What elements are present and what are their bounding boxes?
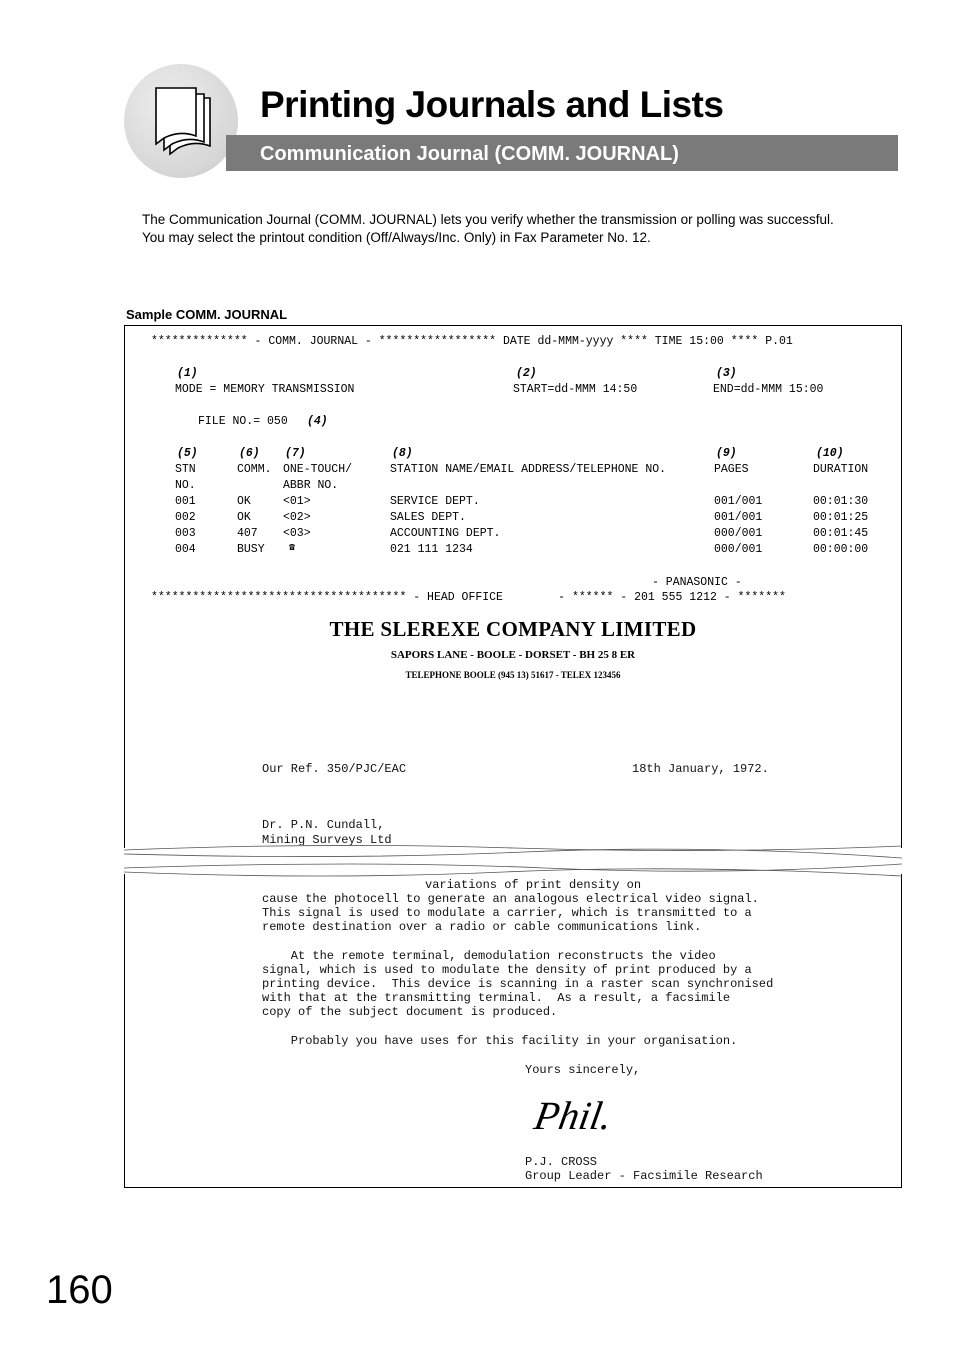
journal-start: START=dd-MMM 14:50: [513, 383, 638, 396]
page-title: Printing Journals and Lists: [260, 84, 724, 125]
row-comm: 407: [237, 527, 258, 540]
company-phone: TELEPHONE BOOLE (945 13) 51617 - TELEX 123456: [405, 670, 621, 680]
row-stn: 001: [175, 495, 196, 508]
col-header-duration: DURATION: [813, 463, 869, 476]
company-name: THE SLEREXE COMPANY LIMITED: [329, 617, 697, 641]
letter-partial-clipped: [255, 878, 755, 891]
col-header-no: NO.: [175, 479, 196, 492]
intro-line-2: You may select the printout condition (Off/Always/Inc. Only) in Fax Parameter No. 12.: [142, 230, 651, 245]
col-ref-7: (7): [285, 447, 306, 460]
col-header-pages: PAGES: [714, 463, 749, 476]
row-pages: 000/001: [714, 527, 763, 540]
col-ref-9: (9): [716, 447, 737, 460]
letter-body-1: cause the photocell to generate an analogous electrical video signal.: [262, 892, 759, 906]
page-number: 160: [46, 1268, 113, 1312]
company-address: SAPORS LANE - BOOLE - DORSET - BH 25 8 ER: [390, 649, 636, 661]
row-stn: 004: [175, 543, 196, 556]
journal-footer-line: ************************************* - HEAD OFFICE - ****** - 201 555 1212 - *******: [151, 591, 786, 604]
row-name: SALES DEPT.: [390, 511, 466, 524]
col-header-stn: STN: [175, 463, 196, 476]
row-duration: 00:00:00: [813, 543, 869, 556]
row-stn: 002: [175, 511, 196, 524]
letter-body-6: printing device. This device is scanning in a raster scan synchronised: [262, 977, 774, 991]
row-duration: 00:01:25: [813, 511, 869, 524]
signer-title: Group Leader - Facsimile Research: [525, 1169, 763, 1183]
row-name: SERVICE DEPT.: [390, 495, 480, 508]
row-pages: 000/001: [714, 543, 763, 556]
row-name: 021 111 1234: [390, 543, 473, 556]
signature: Phil.: [531, 1093, 616, 1138]
intro-line-1: The Communication Journal (COMM. JOURNAL) lets you verify whether the transmission or polling was successful.: [142, 212, 834, 227]
journal-end: END=dd-MMM 15:00: [713, 383, 824, 396]
row-duration: 00:01:30: [813, 495, 869, 508]
row-comm: OK: [237, 511, 251, 524]
col-header-comm: COMM.: [237, 463, 272, 476]
col-ref-8: (8): [392, 447, 413, 460]
ref-4: (4): [307, 415, 328, 428]
letter-body-9: Probably you have uses for this facility in your organisation.: [262, 1034, 738, 1048]
telephone-icon: ☎: [289, 543, 296, 554]
ref-2: (2): [516, 367, 537, 380]
journal-header-line: ************** - COMM. JOURNAL - ***************** DATE dd-MMM-yyyy **** TIME 15:00 **** P.01: [151, 335, 793, 348]
chapter-badge: [124, 64, 238, 178]
ref-3: (3): [716, 367, 737, 380]
section-subtitle: Communication Journal (COMM. JOURNAL): [260, 143, 679, 165]
row-name: ACCOUNTING DEPT.: [390, 527, 501, 540]
ref-1: (1): [177, 367, 198, 380]
letter-body-3: remote destination over a radio or cable communications link.: [262, 920, 702, 934]
letter-date: 18th January, 1972.: [632, 762, 769, 776]
row-abbr: <01>: [283, 495, 311, 508]
col-header-station: STATION NAME/EMAIL ADDRESS/TELEPHONE NO.: [390, 463, 667, 476]
letter-body-7: with that at the transmitting terminal. As a result, a facsimile: [262, 991, 731, 1005]
letter-body-4: At the remote terminal, demodulation reconstructs the video: [262, 949, 716, 963]
letter-closing: Yours sincerely,: [525, 1063, 641, 1077]
row-pages: 001/001: [714, 495, 763, 508]
letter-body-partial: variations of print density on: [425, 878, 642, 891]
col-ref-10: (10): [816, 447, 844, 460]
journal-footer-brand: - PANASONIC -: [652, 576, 742, 589]
recipient-company: Mining Surveys Ltd: [262, 833, 392, 845]
letter-body-5: signal, which is used to modulate the density of print produced by a: [262, 963, 752, 977]
row-comm: BUSY: [237, 543, 265, 556]
recipient-name: Dr. P.N. Cundall,: [262, 818, 385, 832]
signer-name: P.J. CROSS: [525, 1155, 598, 1169]
journal-mode: MODE = MEMORY TRANSMISSION: [175, 383, 355, 396]
col-ref-6: (6): [239, 447, 260, 460]
row-duration: 00:01:45: [813, 527, 869, 540]
row-stn: 003: [175, 527, 196, 540]
our-ref: Our Ref. 350/PJC/EAC: [262, 762, 407, 776]
row-pages: 001/001: [714, 511, 763, 524]
row-abbr: <03>: [283, 527, 311, 540]
sample-label: Sample COMM. JOURNAL: [126, 307, 288, 322]
journal-file-no: FILE NO.= 050: [198, 415, 288, 428]
letter-body-2: This signal is used to modulate a carrier, which is transmitted to a: [262, 906, 752, 920]
col-ref-5: (5): [177, 447, 198, 460]
row-comm: OK: [237, 495, 251, 508]
col-header-abbr: ABBR NO.: [283, 479, 339, 492]
letter-body-8: copy of the subject document is produced.: [262, 1005, 558, 1019]
row-abbr: <02>: [283, 511, 311, 524]
col-header-onetouch: ONE-TOUCH/: [283, 463, 353, 476]
document-pages-icon: [124, 64, 238, 178]
